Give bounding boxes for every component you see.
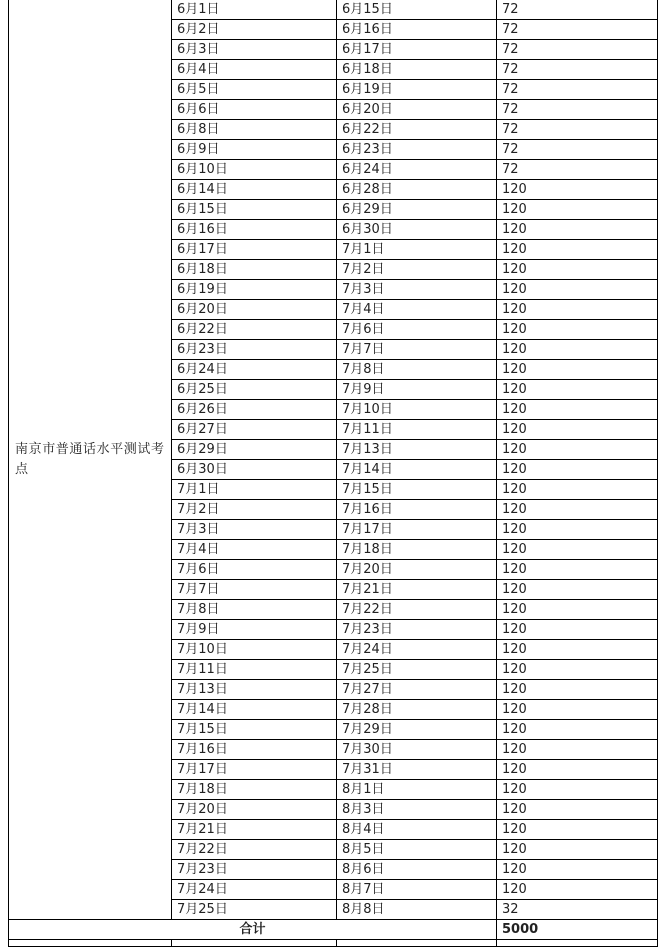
end-date-cell: 8月6日 <box>337 860 497 880</box>
trailing-row <box>9 940 658 947</box>
end-date-cell: 6月29日 <box>337 200 497 220</box>
count-cell: 72 <box>497 0 658 20</box>
end-date-cell: 7月27日 <box>337 680 497 700</box>
start-date-cell: 6月18日 <box>172 260 337 280</box>
empty-cell <box>9 940 172 947</box>
end-date-cell: 6月28日 <box>337 180 497 200</box>
end-date-cell: 7月17日 <box>337 520 497 540</box>
start-date-cell: 6月6日 <box>172 100 337 120</box>
count-cell: 120 <box>497 280 658 300</box>
end-date-cell: 7月10日 <box>337 400 497 420</box>
start-date-cell: 7月14日 <box>172 700 337 720</box>
start-date-cell: 7月21日 <box>172 820 337 840</box>
start-date-cell: 6月14日 <box>172 180 337 200</box>
start-date-cell: 6月2日 <box>172 20 337 40</box>
start-date-cell: 7月18日 <box>172 780 337 800</box>
start-date-cell: 7月9日 <box>172 620 337 640</box>
count-cell: 72 <box>497 20 658 40</box>
count-cell: 120 <box>497 200 658 220</box>
end-date-cell: 7月1日 <box>337 240 497 260</box>
start-date-cell: 7月17日 <box>172 760 337 780</box>
count-cell: 120 <box>497 460 658 480</box>
start-date-cell: 6月8日 <box>172 120 337 140</box>
count-cell: 120 <box>497 520 658 540</box>
count-cell: 120 <box>497 880 658 900</box>
count-cell: 120 <box>497 840 658 860</box>
count-cell: 120 <box>497 600 658 620</box>
end-date-cell: 7月4日 <box>337 300 497 320</box>
count-cell: 72 <box>497 120 658 140</box>
count-cell: 120 <box>497 220 658 240</box>
start-date-cell: 6月17日 <box>172 240 337 260</box>
start-date-cell: 6月3日 <box>172 40 337 60</box>
start-date-cell: 7月11日 <box>172 660 337 680</box>
count-cell: 120 <box>497 400 658 420</box>
total-label: 合计 <box>9 920 497 940</box>
count-cell: 120 <box>497 560 658 580</box>
count-cell: 120 <box>497 700 658 720</box>
start-date-cell: 7月7日 <box>172 580 337 600</box>
start-date-cell: 7月1日 <box>172 480 337 500</box>
end-date-cell: 6月17日 <box>337 40 497 60</box>
count-cell: 120 <box>497 660 658 680</box>
count-cell: 120 <box>497 360 658 380</box>
end-date-cell: 7月31日 <box>337 760 497 780</box>
end-date-cell: 7月24日 <box>337 640 497 660</box>
count-cell: 120 <box>497 800 658 820</box>
count-cell: 120 <box>497 580 658 600</box>
count-cell: 120 <box>497 780 658 800</box>
end-date-cell: 8月7日 <box>337 880 497 900</box>
start-date-cell: 7月24日 <box>172 880 337 900</box>
count-cell: 120 <box>497 720 658 740</box>
start-date-cell: 7月13日 <box>172 680 337 700</box>
count-cell: 120 <box>497 740 658 760</box>
end-date-cell: 7月3日 <box>337 280 497 300</box>
count-cell: 120 <box>497 760 658 780</box>
end-date-cell: 8月8日 <box>337 900 497 920</box>
count-cell: 120 <box>497 180 658 200</box>
count-cell: 120 <box>497 300 658 320</box>
end-date-cell: 6月24日 <box>337 160 497 180</box>
end-date-cell: 6月22日 <box>337 120 497 140</box>
count-cell: 72 <box>497 40 658 60</box>
count-cell: 120 <box>497 440 658 460</box>
end-date-cell: 7月14日 <box>337 460 497 480</box>
end-date-cell: 7月18日 <box>337 540 497 560</box>
start-date-cell: 6月19日 <box>172 280 337 300</box>
count-cell: 72 <box>497 160 658 180</box>
count-cell: 32 <box>497 900 658 920</box>
end-date-cell: 7月9日 <box>337 380 497 400</box>
start-date-cell: 6月1日 <box>172 0 337 20</box>
schedule-table-wrapper <box>8 0 657 947</box>
end-date-cell: 7月6日 <box>337 320 497 340</box>
count-cell: 120 <box>497 420 658 440</box>
start-date-cell: 6月23日 <box>172 340 337 360</box>
end-date-cell: 8月5日 <box>337 840 497 860</box>
end-date-cell: 7月23日 <box>337 620 497 640</box>
start-date-cell: 6月16日 <box>172 220 337 240</box>
count-cell: 120 <box>497 340 658 360</box>
count-cell: 120 <box>497 860 658 880</box>
start-date-cell: 7月10日 <box>172 640 337 660</box>
count-cell: 120 <box>497 480 658 500</box>
end-date-cell: 7月29日 <box>337 720 497 740</box>
start-date-cell: 6月26日 <box>172 400 337 420</box>
test-site-cell: 南京市普通话水平测试考点 <box>9 0 172 920</box>
start-date-cell: 7月22日 <box>172 840 337 860</box>
empty-cell <box>172 940 337 947</box>
count-cell: 120 <box>497 540 658 560</box>
count-cell: 120 <box>497 240 658 260</box>
start-date-cell: 6月4日 <box>172 60 337 80</box>
end-date-cell: 6月30日 <box>337 220 497 240</box>
start-date-cell: 6月5日 <box>172 80 337 100</box>
schedule-table <box>8 0 658 947</box>
start-date-cell: 6月25日 <box>172 380 337 400</box>
end-date-cell: 7月15日 <box>337 480 497 500</box>
start-date-cell: 6月22日 <box>172 320 337 340</box>
start-date-cell: 7月23日 <box>172 860 337 880</box>
table-row <box>9 0 658 20</box>
count-cell: 120 <box>497 620 658 640</box>
start-date-cell: 6月9日 <box>172 140 337 160</box>
count-cell: 72 <box>497 100 658 120</box>
start-date-cell: 6月30日 <box>172 460 337 480</box>
start-date-cell: 7月15日 <box>172 720 337 740</box>
total-row <box>9 920 658 940</box>
end-date-cell: 7月8日 <box>337 360 497 380</box>
count-cell: 120 <box>497 500 658 520</box>
start-date-cell: 7月4日 <box>172 540 337 560</box>
end-date-cell: 6月18日 <box>337 60 497 80</box>
end-date-cell: 7月21日 <box>337 580 497 600</box>
end-date-cell: 7月13日 <box>337 440 497 460</box>
end-date-cell: 8月4日 <box>337 820 497 840</box>
end-date-cell: 6月16日 <box>337 20 497 40</box>
start-date-cell: 7月3日 <box>172 520 337 540</box>
total-value: 5000 <box>497 920 658 940</box>
start-date-cell: 6月24日 <box>172 360 337 380</box>
count-cell: 120 <box>497 320 658 340</box>
end-date-cell: 7月7日 <box>337 340 497 360</box>
count-cell: 120 <box>497 680 658 700</box>
start-date-cell: 6月10日 <box>172 160 337 180</box>
count-cell: 120 <box>497 640 658 660</box>
start-date-cell: 7月20日 <box>172 800 337 820</box>
start-date-cell: 7月8日 <box>172 600 337 620</box>
count-cell: 120 <box>497 820 658 840</box>
end-date-cell: 7月11日 <box>337 420 497 440</box>
end-date-cell: 8月1日 <box>337 780 497 800</box>
end-date-cell: 7月25日 <box>337 660 497 680</box>
end-date-cell: 6月20日 <box>337 100 497 120</box>
empty-cell <box>497 940 658 947</box>
start-date-cell: 6月20日 <box>172 300 337 320</box>
count-cell: 120 <box>497 260 658 280</box>
end-date-cell: 6月19日 <box>337 80 497 100</box>
start-date-cell: 6月29日 <box>172 440 337 460</box>
end-date-cell: 7月28日 <box>337 700 497 720</box>
end-date-cell: 7月22日 <box>337 600 497 620</box>
end-date-cell: 6月23日 <box>337 140 497 160</box>
end-date-cell: 7月2日 <box>337 260 497 280</box>
start-date-cell: 7月6日 <box>172 560 337 580</box>
count-cell: 72 <box>497 80 658 100</box>
start-date-cell: 7月16日 <box>172 740 337 760</box>
start-date-cell: 6月27日 <box>172 420 337 440</box>
start-date-cell: 7月25日 <box>172 900 337 920</box>
empty-cell <box>337 940 497 947</box>
end-date-cell: 8月3日 <box>337 800 497 820</box>
end-date-cell: 6月15日 <box>337 0 497 20</box>
start-date-cell: 7月2日 <box>172 500 337 520</box>
end-date-cell: 7月30日 <box>337 740 497 760</box>
count-cell: 72 <box>497 140 658 160</box>
count-cell: 120 <box>497 380 658 400</box>
end-date-cell: 7月20日 <box>337 560 497 580</box>
schedule-table-body <box>9 0 658 947</box>
count-cell: 72 <box>497 60 658 80</box>
end-date-cell: 7月16日 <box>337 500 497 520</box>
start-date-cell: 6月15日 <box>172 200 337 220</box>
